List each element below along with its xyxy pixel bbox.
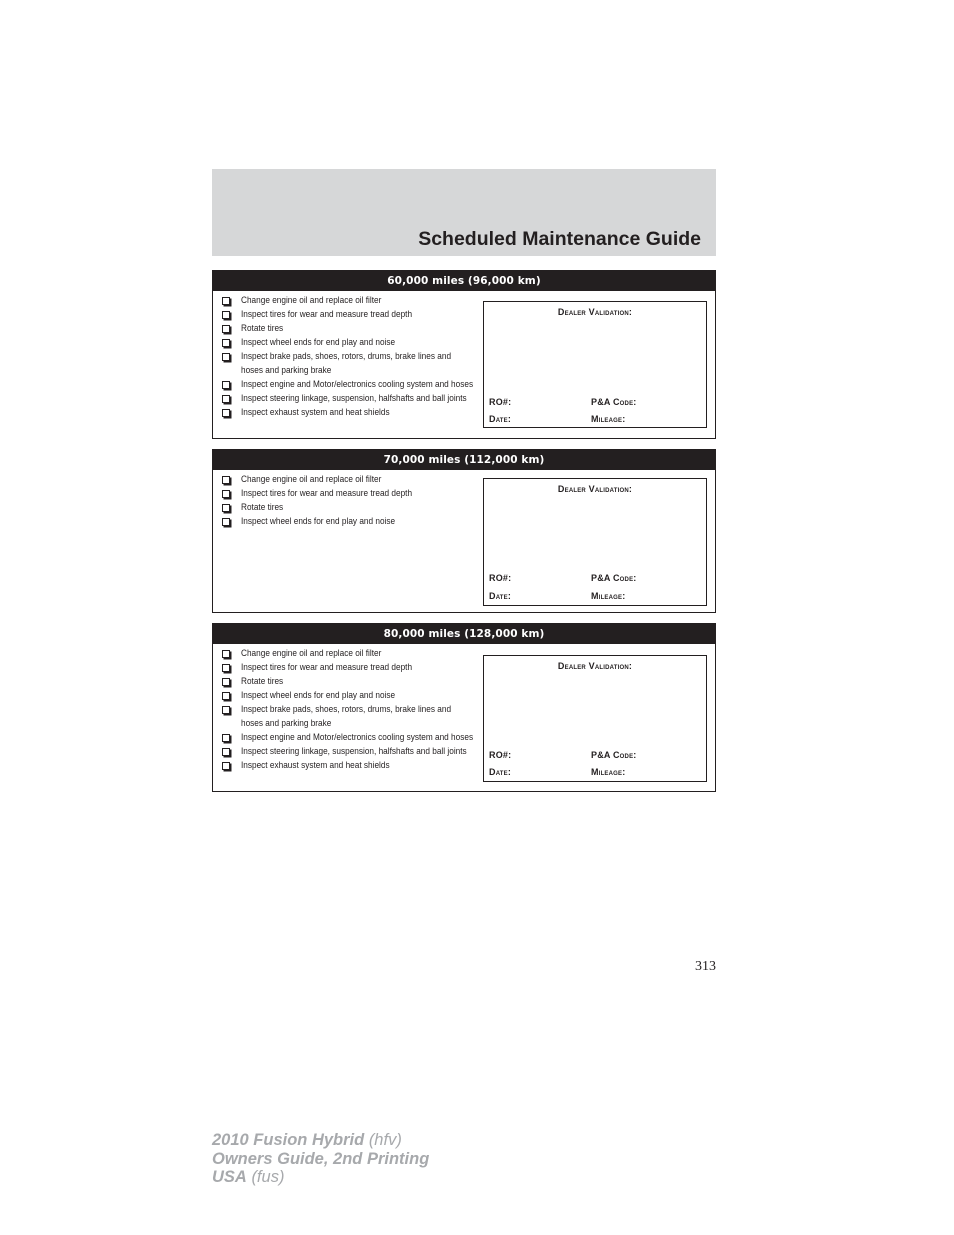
checkbox[interactable]: [222, 381, 230, 389]
task-label: Inspect brake pads, shoes, rotors, drums, brake lines and hoses and parking brake: [241, 704, 452, 729]
section-heading: 60,000 miles (96,000 km): [213, 271, 715, 291]
maintenance-section-80000: [212, 623, 716, 792]
ro-field: RO#:: [489, 573, 512, 583]
task-item: [222, 392, 478, 406]
task-item: [222, 647, 478, 661]
pa-code-field: P&A Code:: [591, 573, 637, 583]
task-label: Change engine oil and replace oil filter: [241, 295, 382, 306]
task-item: [222, 759, 478, 773]
task-label: Inspect wheel ends for end play and noise: [241, 690, 396, 701]
task-item: [222, 501, 478, 515]
task-list: [222, 294, 478, 420]
mileage-field: Mileage:: [591, 414, 626, 424]
task-label: Inspect engine and Motor/electronics cooling system and hoses: [241, 379, 474, 390]
checkbox[interactable]: [222, 409, 230, 417]
task-label: Rotate tires: [241, 502, 284, 513]
checkbox[interactable]: [222, 734, 230, 742]
dealer-validation-box: [483, 301, 707, 428]
checkbox[interactable]: [222, 353, 230, 361]
footer-market-code: (fus): [251, 1168, 285, 1186]
task-item: [222, 406, 478, 420]
checkbox[interactable]: [222, 664, 230, 672]
ro-field: RO#:: [489, 750, 512, 760]
task-label: Inspect steering linkage, suspension, halfshafts and ball joints: [241, 746, 467, 757]
task-item: [222, 350, 478, 378]
task-label: Inspect exhaust system and heat shields: [241, 760, 390, 771]
footer: [212, 1131, 429, 1187]
checkbox[interactable]: [222, 311, 230, 319]
ro-field: RO#:: [489, 397, 512, 407]
task-label: Rotate tires: [241, 676, 284, 687]
pa-code-field: P&A Code:: [591, 750, 637, 760]
task-item: [222, 661, 478, 675]
task-item: [222, 473, 478, 487]
page-number: 313: [695, 959, 716, 974]
footer-line-1: [212, 1131, 429, 1150]
task-label: Inspect tires for wear and measure tread depth: [241, 488, 413, 499]
section-heading: 70,000 miles (112,000 km): [213, 450, 715, 470]
task-label: Inspect wheel ends for end play and noise: [241, 337, 396, 348]
footer-model: 2010 Fusion Hybrid: [212, 1131, 365, 1149]
task-label: Rotate tires: [241, 323, 284, 334]
dealer-validation-title: Dealer Validation:: [557, 661, 633, 671]
task-label: Change engine oil and replace oil filter: [241, 474, 382, 485]
task-label: Inspect engine and Motor/electronics cooling system and hoses: [241, 732, 474, 743]
task-label: Inspect steering linkage, suspension, halfshafts and ball joints: [241, 393, 467, 404]
task-item: [222, 487, 478, 501]
task-item: [222, 294, 478, 308]
date-field: Date:: [489, 414, 512, 424]
task-list: [222, 473, 478, 529]
task-list: [222, 647, 478, 773]
checkbox[interactable]: [222, 297, 230, 305]
checkbox[interactable]: [222, 678, 230, 686]
checkbox[interactable]: [222, 518, 230, 526]
checkbox[interactable]: [222, 339, 230, 347]
task-label: Inspect tires for wear and measure tread depth: [241, 309, 413, 320]
task-label: Inspect exhaust system and heat shields: [241, 407, 390, 418]
task-item: [222, 731, 478, 745]
checkbox[interactable]: [222, 692, 230, 700]
task-item: [222, 745, 478, 759]
checkbox[interactable]: [222, 476, 230, 484]
maintenance-section-70000: [212, 449, 716, 613]
task-label: Inspect brake pads, shoes, rotors, drums, brake lines and hoses and parking brake: [241, 351, 452, 376]
header-band: [212, 169, 716, 256]
checkbox[interactable]: [222, 748, 230, 756]
task-label: Inspect wheel ends for end play and noise: [241, 516, 396, 527]
dealer-validation-title: Dealer Validation:: [557, 307, 633, 317]
task-item: [222, 515, 478, 529]
task-item: [222, 378, 478, 392]
dealer-validation-title: Dealer Validation:: [557, 484, 633, 494]
footer-line-2: Owners Guide, 2nd Printing: [212, 1149, 430, 1168]
footer-model-code: (hfv): [368, 1131, 402, 1149]
task-item: [222, 703, 478, 731]
footer-line-3: [212, 1168, 429, 1187]
dealer-validation-box: [483, 655, 707, 782]
checkbox[interactable]: [222, 706, 230, 714]
task-item: [222, 322, 478, 336]
task-label: Change engine oil and replace oil filter: [241, 648, 382, 659]
checkbox[interactable]: [222, 504, 230, 512]
date-field: Date:: [489, 767, 512, 777]
checkbox[interactable]: [222, 762, 230, 770]
checkbox[interactable]: [222, 395, 230, 403]
checkbox[interactable]: [222, 490, 230, 498]
task-item: [222, 675, 478, 689]
mileage-field: Mileage:: [591, 591, 626, 601]
maintenance-section-60000: [212, 270, 716, 439]
task-item: [222, 308, 478, 322]
dealer-validation-box: [483, 478, 707, 606]
section-heading: 80,000 miles (128,000 km): [213, 624, 715, 644]
task-item: [222, 336, 478, 350]
date-field: Date:: [489, 591, 512, 601]
pa-code-field: P&A Code:: [591, 397, 637, 407]
task-label: Inspect tires for wear and measure tread depth: [241, 662, 413, 673]
checkbox[interactable]: [222, 325, 230, 333]
task-item: [222, 689, 478, 703]
page-title: Scheduled Maintenance Guide: [418, 228, 701, 250]
checkbox[interactable]: [222, 650, 230, 658]
mileage-field: Mileage:: [591, 767, 626, 777]
footer-market: USA: [212, 1168, 247, 1186]
